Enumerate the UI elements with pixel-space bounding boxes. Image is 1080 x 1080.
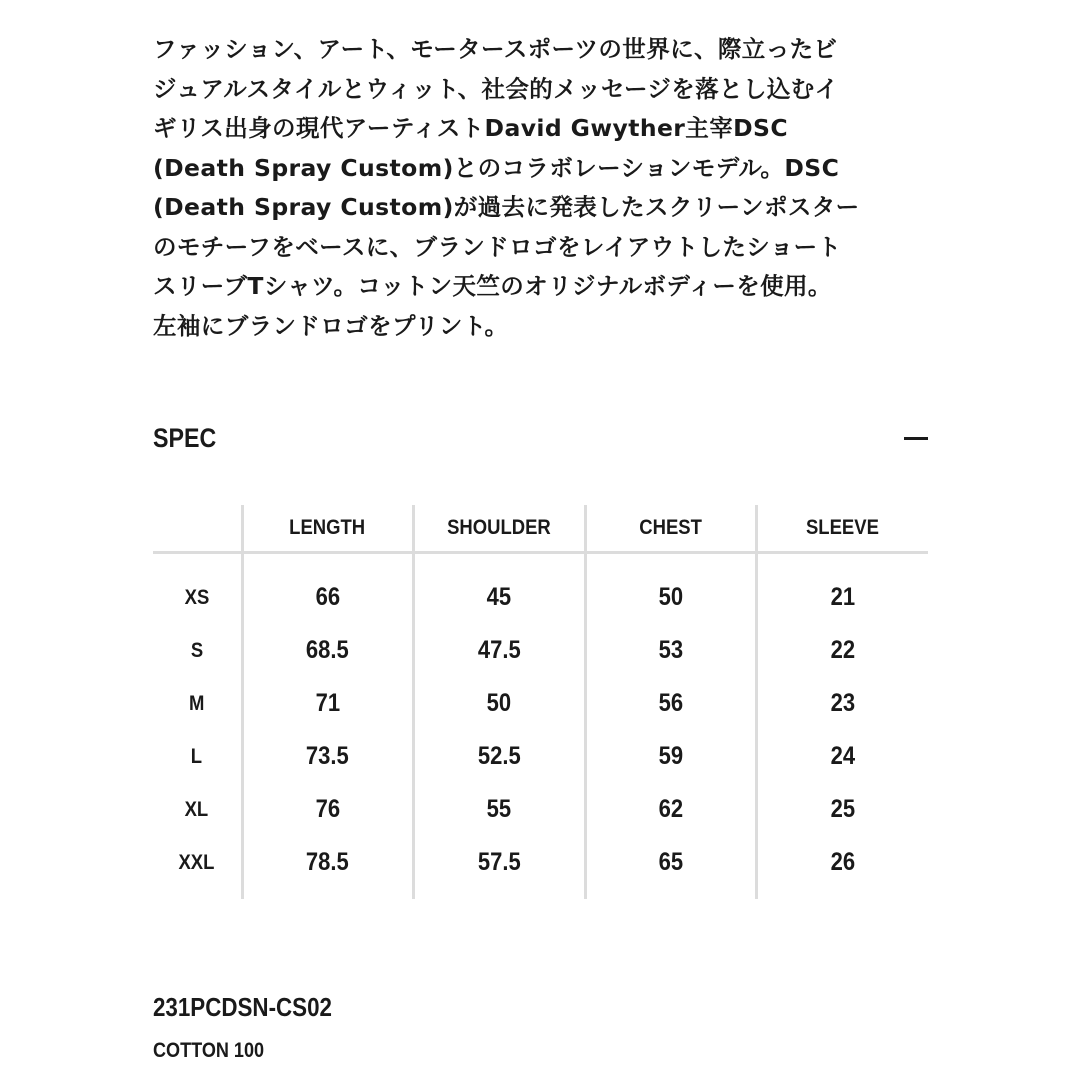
sleeve-value: 23 <box>756 677 928 730</box>
length-value: 68.5 <box>242 624 413 677</box>
description-line: ジュアルスタイルとウィット、社会的メッセージを落とし込むイ <box>153 74 839 103</box>
chest-value: 53 <box>585 624 756 677</box>
description-line: ギリス出身の現代アーティストDavid Gwyther主宰DSC <box>153 114 788 142</box>
chest-value: 59 <box>585 730 756 783</box>
minus-icon <box>904 437 928 440</box>
chest-value: 65 <box>585 836 756 899</box>
length-value: 71 <box>242 677 413 730</box>
table-header-row <box>153 505 928 553</box>
size-label: XS <box>184 585 210 609</box>
description-line: のモチーフをベースに、ブランドロゴをレイアウトしたショート <box>153 232 842 261</box>
description-line: (Death Spray Custom)とのコラボレーションモデル。DSC <box>153 153 840 182</box>
chest-value: 50 <box>585 553 756 625</box>
table-row <box>153 677 928 730</box>
shoulder-value: 57.5 <box>413 836 585 899</box>
shoulder-value: 50 <box>413 677 585 730</box>
shoulder-value: 52.5 <box>413 730 585 783</box>
chest-value: 62 <box>585 783 756 836</box>
sleeve-value: 26 <box>756 836 928 899</box>
sleeve-value: 24 <box>756 730 928 783</box>
sleeve-value: 22 <box>756 624 928 677</box>
column-header-chest: CHEST <box>585 505 756 553</box>
length-value: 66 <box>242 553 413 625</box>
shoulder-value: 47.5 <box>413 624 585 677</box>
column-header-sleeve: SLEEVE <box>756 505 928 553</box>
column-header-length: LENGTH <box>242 505 413 553</box>
shoulder-value: 55 <box>413 783 585 836</box>
table-row <box>153 836 928 899</box>
table-row <box>153 783 928 836</box>
description-line: ファッション、アート、モータースポーツの世界に、際立ったビ <box>153 35 838 63</box>
table-row <box>153 553 928 625</box>
size-label: M <box>189 691 205 715</box>
product-code: 231PCDSN-CS02 <box>153 992 332 1022</box>
column-header-size <box>153 505 242 553</box>
column-header-shoulder: SHOULDER <box>413 505 585 553</box>
length-value: 76 <box>242 783 413 836</box>
spec-section-header[interactable] <box>153 418 928 458</box>
description-line: スリーブTシャツ。コットン天竺のオリジナルボディーを使用。 <box>153 272 832 300</box>
size-label: XL <box>184 797 209 821</box>
sleeve-value: 25 <box>756 783 928 836</box>
product-description <box>153 30 943 346</box>
spec-title: SPEC <box>153 423 217 453</box>
size-label: S <box>190 638 203 662</box>
sleeve-value: 21 <box>756 553 928 625</box>
collapse-toggle-button[interactable] <box>902 428 928 448</box>
size-label: XXL <box>178 850 215 874</box>
description-line: 左袖にブランドロゴをプリント。 <box>153 311 509 340</box>
description-line: (Death Spray Custom)が過去に発表したスクリーンポスター <box>153 193 860 221</box>
table-row <box>153 624 928 677</box>
shoulder-value: 45 <box>413 553 585 625</box>
material-composition: COTTON 100 <box>153 1039 265 1062</box>
length-value: 78.5 <box>242 836 413 899</box>
size-spec-table <box>153 505 928 899</box>
size-label: L <box>191 744 203 768</box>
table-row <box>153 730 928 783</box>
length-value: 73.5 <box>242 730 413 783</box>
chest-value: 56 <box>585 677 756 730</box>
